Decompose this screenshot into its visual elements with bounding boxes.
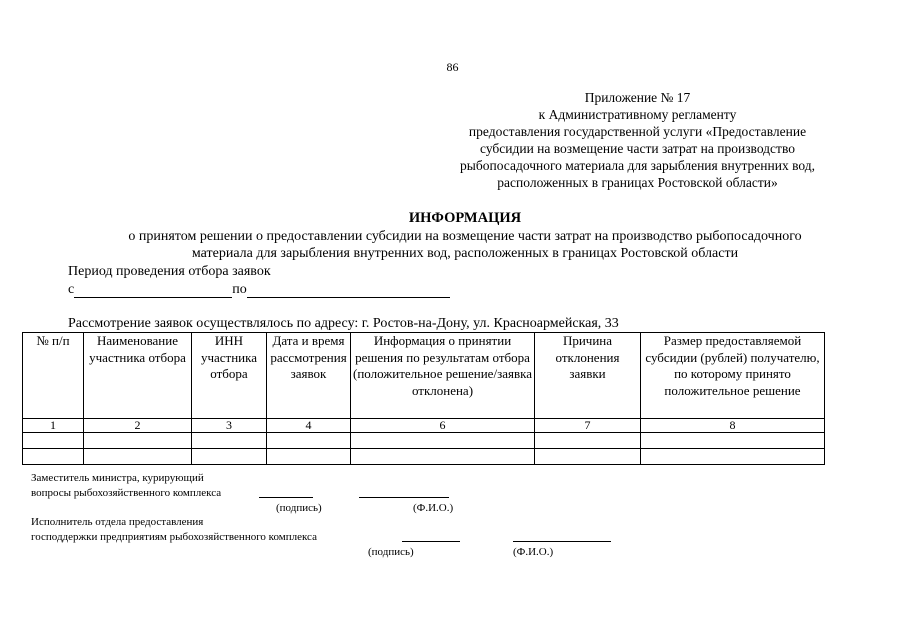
header-cell: ИНН участника отбора — [192, 333, 267, 419]
table-row — [23, 433, 825, 449]
document-subtitle — [70, 229, 860, 262]
deputy-name-caption: (Ф.И.О.) — [413, 502, 454, 514]
header-cell: Причина отклонения заявки — [535, 333, 641, 419]
table-cell[interactable] — [23, 433, 84, 449]
executor-signature-line[interactable] — [402, 541, 460, 542]
deputy-title-line1: Заместитель министра, курирующий — [31, 472, 204, 484]
appendix-line: к Административному регламенту — [538, 107, 737, 122]
appendix-header — [430, 89, 845, 191]
period-from-field[interactable] — [74, 283, 232, 298]
period-range — [68, 282, 450, 298]
column-number: 2 — [84, 419, 192, 433]
column-number: 8 — [641, 419, 825, 433]
executor-title-line1: Исполнитель отдела предоставления — [31, 516, 204, 528]
column-number: 7 — [535, 419, 641, 433]
executor-name-caption: (Ф.И.О.) — [513, 546, 554, 558]
document-title: ИНФОРМАЦИЯ — [408, 210, 522, 226]
executor-name-line[interactable] — [513, 541, 611, 542]
deputy-name-line[interactable] — [359, 497, 449, 498]
address-line: Рассмотрение заявок осуществлялось по адресу: г. Ростов-на-Дону, ул. Красноармейская, 33 — [68, 316, 619, 331]
decision-table — [22, 332, 825, 465]
appendix-line: Приложение № 17 — [584, 90, 691, 105]
appendix-line: расположенных в границах Ростовской области» — [497, 175, 778, 190]
header-cell: Размер предоставляемой субсидии (рублей) получателю, по которому принято положительное решение — [641, 333, 825, 419]
column-number: 6 — [351, 419, 535, 433]
table-cell[interactable] — [192, 449, 267, 465]
column-number: 1 — [23, 419, 84, 433]
period-to-field[interactable] — [247, 283, 450, 298]
executor-signature-caption: (подпись) — [368, 546, 414, 558]
table-cell[interactable] — [267, 449, 351, 465]
column-number: 4 — [267, 419, 351, 433]
deputy-signature-caption: (подпись) — [276, 502, 322, 514]
deputy-title-line2: вопросы рыбохозяйственного комплекса — [31, 487, 222, 499]
table-cell[interactable] — [641, 433, 825, 449]
table-cell[interactable] — [351, 433, 535, 449]
appendix-line: субсидии на возмещение части затрат на производство — [480, 141, 795, 156]
table-cell[interactable] — [23, 449, 84, 465]
header-cell: Информация о принятии решения по результатам отбора (положительное решение/заявка отклонена) — [351, 333, 535, 419]
table-cell[interactable] — [535, 433, 641, 449]
deputy-signature-line[interactable] — [259, 497, 313, 498]
period-label: Период проведения отбора заявок — [68, 264, 271, 279]
header-cell: № п/п — [23, 333, 84, 419]
table-row — [23, 449, 825, 465]
period-to-prefix: по — [232, 282, 247, 297]
table-cell[interactable] — [351, 449, 535, 465]
table-header-row — [23, 333, 825, 419]
table-cell[interactable] — [192, 433, 267, 449]
table-cell[interactable] — [84, 449, 192, 465]
page-number: 86 — [446, 60, 459, 74]
subtitle-line: о принятом решении о предоставлении субсидии на возмещение части затрат на производство рыбопосадочного — [128, 229, 802, 244]
header-cell: Дата и время рассмотрения заявок — [267, 333, 351, 419]
executor-title-line2: господдержки предприятиям рыбохозяйственного комплекса — [31, 531, 317, 543]
appendix-line: рыбопосадочного материала для зарыбления внутренних вод, — [460, 158, 815, 173]
column-number-row — [23, 419, 825, 433]
appendix-line: предоставления государственной услуги «Предоставление — [468, 124, 807, 139]
header-cell: Наименование участника отбора — [84, 333, 192, 419]
column-number: 3 — [192, 419, 267, 433]
table-cell[interactable] — [535, 449, 641, 465]
period-from-prefix: с — [68, 282, 75, 297]
table-cell[interactable] — [267, 433, 351, 449]
subtitle-line: материала для зарыбления внутренних вод, расположенных в границах Ростовской области — [191, 245, 739, 261]
table-cell[interactable] — [84, 433, 192, 449]
table-cell[interactable] — [641, 449, 825, 465]
